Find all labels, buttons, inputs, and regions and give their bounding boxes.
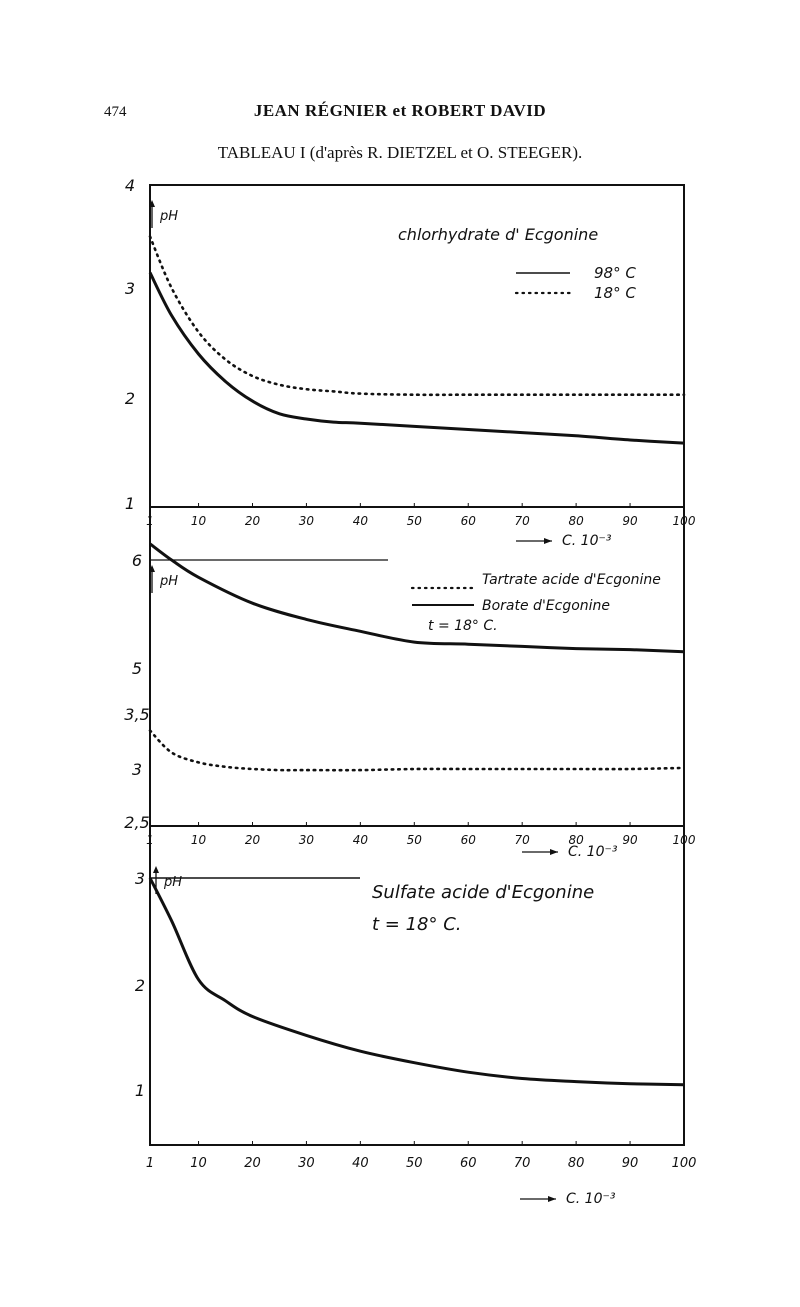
series-label: Sulfate acide d'Ecgonine	[372, 882, 595, 903]
x-axis-label: C. 10⁻³	[566, 1191, 616, 1207]
x-axis-arrowhead	[550, 849, 558, 855]
x-tick-label: 90	[622, 514, 638, 528]
y-tick-label: 5	[131, 659, 143, 678]
y-tick-label: 1	[124, 494, 136, 513]
y-tick-label: 1	[134, 1081, 146, 1100]
x-tick-label: 40	[352, 514, 369, 528]
x-axis-arrowhead	[544, 538, 552, 544]
x-tick-label: 20	[244, 514, 261, 528]
x-tick-label: 50	[406, 1156, 423, 1171]
series-line-2-1	[150, 731, 684, 771]
y-tick-label: 3	[131, 760, 143, 779]
x-tick-label: 60	[460, 514, 476, 528]
y-tick-label: 2	[124, 389, 136, 408]
legend-title: chlorhydrate d' Ecgonine	[398, 225, 599, 244]
x-tick-label: 80	[567, 1156, 585, 1171]
x-tick-label: 80	[568, 833, 584, 847]
x-tick-label: 1	[146, 514, 154, 528]
x-axis-label: C. 10⁻³	[568, 844, 618, 860]
panel-frame-3	[150, 826, 684, 1145]
running-head: JEAN RÉGNIER et ROBERT DAVID	[253, 101, 547, 120]
legend-label: Borate d'Ecgonine	[482, 598, 611, 614]
x-tick-label: 10	[190, 514, 207, 528]
x-tick-label: 70	[513, 1156, 531, 1171]
y-tick-label: 3	[134, 869, 146, 888]
x-axis-label: C. 10⁻³	[562, 533, 612, 549]
x-tick-label: 1	[146, 833, 154, 847]
x-tick-label: 100	[672, 514, 696, 528]
x-tick-label: 100	[671, 1156, 697, 1171]
series-line-1-2	[150, 237, 684, 395]
x-tick-label: 30	[298, 1156, 315, 1171]
y-axis-label: pH	[160, 574, 179, 589]
y-tick-label: 4	[124, 176, 136, 195]
x-tick-label: 70	[514, 514, 530, 528]
x-tick-label: 20	[244, 833, 261, 847]
legend-label: 18° C	[594, 284, 636, 302]
x-tick-label: 60	[460, 833, 476, 847]
y-axis-label: pH	[160, 209, 179, 224]
legend-label: Tartrate acide d'Ecgonine	[482, 572, 661, 588]
annotation: t = 18° C.	[372, 914, 462, 935]
x-tick-label: 10	[190, 1156, 207, 1171]
x-tick-label: 30	[298, 514, 315, 528]
x-tick-label: 60	[459, 1156, 477, 1171]
y-tick-label: 3,5	[124, 705, 150, 724]
x-tick-label: 70	[514, 833, 530, 847]
x-tick-label: 10	[190, 833, 207, 847]
y-axis-arrowhead	[153, 866, 159, 873]
page-number: 474	[104, 104, 127, 120]
legend-label: 98° C	[594, 264, 636, 282]
x-tick-label: 80	[568, 514, 584, 528]
y-axis-label: pH	[164, 875, 183, 890]
x-tick-label: 20	[244, 1156, 261, 1171]
x-tick-label: 30	[298, 833, 315, 847]
figure-caption: TABLEAU I (d'après R. DIETZEL et O. STEEGER).	[217, 143, 583, 162]
x-tick-label: 50	[406, 514, 422, 528]
x-tick-label: 100	[672, 833, 696, 847]
x-tick-label: 90	[622, 833, 638, 847]
panel-frame-2	[150, 507, 684, 826]
annotation: t = 18° C.	[428, 618, 498, 634]
series-line-3-1	[150, 878, 684, 1085]
x-tick-label: 50	[406, 833, 422, 847]
y-tick-label: 2,5	[124, 813, 150, 832]
x-tick-label: 40	[352, 833, 369, 847]
y-tick-label: 3	[124, 279, 136, 298]
x-axis-arrowhead	[548, 1196, 556, 1202]
x-tick-label: 40	[352, 1156, 369, 1171]
y-tick-label: 2	[134, 976, 146, 995]
x-tick-label: 90	[621, 1156, 639, 1171]
y-tick-label: 6	[131, 551, 143, 570]
x-tick-label: 1	[145, 1156, 155, 1171]
